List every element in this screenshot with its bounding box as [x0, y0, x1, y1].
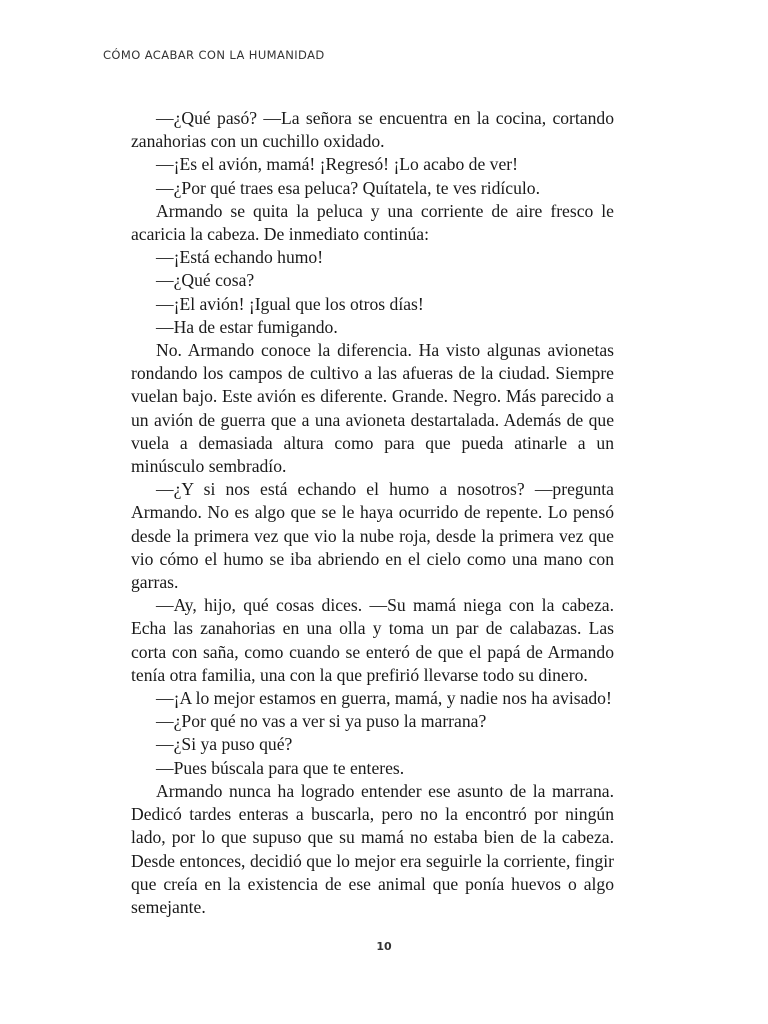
paragraph: —¿Por qué no vas a ver si ya puso la marrana? — [156, 711, 487, 732]
paragraph: Armando nunca ha logrado entender ese asunto de la marrana. Dedicó tardes enteras a buscarla, pero no la encontró por ningún lado, por lo que supuso que su mamá no estaba bien de la cabeza. Desde entonces, decidió que lo mejor era seguirle la corriente, fingir que creía en la existencia de ese animal que ponía huevos o algo semejante. — [131, 780, 614, 917]
paragraph: —Ha de estar fumigando. — [156, 316, 338, 337]
page-number: 10 — [376, 940, 392, 953]
running-header: CÓMO ACABAR CON LA HUMANIDAD — [103, 48, 325, 62]
paragraph: —¿Y si nos está echando el humo a nosotros? —pregunta Armando. No es algo que se le haya ocurrido de repente. Lo pensó desde la primera vez que vio la nube roja, desde la primera vez que vio cómo el humo se iba abriendo en el cielo como una mano con garras. — [131, 479, 614, 593]
paragraph: Armando se quita la peluca y una corriente de aire fresco le acaricia la cabeza. De inmediato continúa: — [131, 200, 614, 245]
paragraph: —¿Por qué traes esa peluca? Quítatela, te ves ridículo. — [156, 177, 540, 198]
paragraph: —Pues búscala para que te enteres. — [156, 757, 405, 778]
paragraph: No. Armando conoce la diferencia. Ha visto algunas avionetas rondando los campos de cultivo a las afueras de la ciudad. Siempre vuelan bajo. Este avión es diferente. Grande. Negro. Más parecido a un avión de guerra que a una avioneta destartalada. Además de que vuela a demasiada altura como para que pueda atinarle a un minúsculo sembradío. — [131, 340, 614, 477]
paragraph: —¡Está echando humo! — [156, 247, 324, 268]
paragraph: —¿Qué pasó? —La señora se encuentra en la cocina, cortando zanahorias con un cuchillo oxidado. — [131, 108, 614, 152]
paragraph: —¿Si ya puso qué? — [156, 734, 293, 755]
paragraph: —¡A lo mejor estamos en guerra, mamá, y nadie nos ha avisado! — [156, 688, 612, 709]
paragraph: —¿Qué cosa? — [156, 270, 255, 291]
body-text — [131, 107, 614, 919]
paragraph: —¡El avión! ¡Igual que los otros días! — [156, 293, 424, 314]
paragraph: —Ay, hijo, qué cosas dices. —Su mamá niega con la cabeza. Echa las zanahorias en una olla y toma un par de calabazas. Las corta con saña, como cuando se enteró de que el papá de Armando tenía otra familia, una con la que prefirió llevarse todo su dinero. — [131, 595, 614, 685]
paragraph: —¡Es el avión, mamá! ¡Regresó! ¡Lo acabo de ver! — [156, 154, 518, 175]
